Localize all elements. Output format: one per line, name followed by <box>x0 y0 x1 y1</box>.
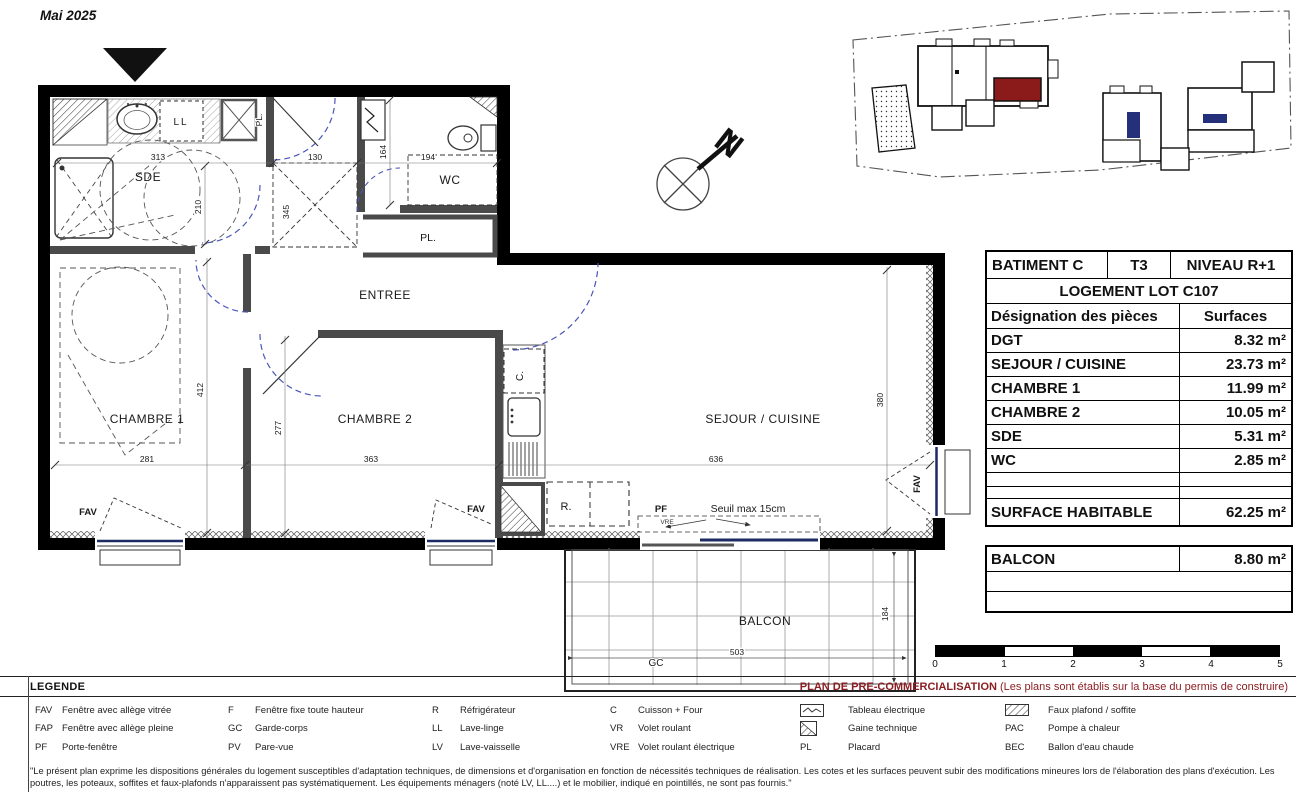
legend-left-rule <box>28 676 29 792</box>
total-value: 62.25 m² <box>1179 499 1291 525</box>
scale-tick: 4 <box>1208 659 1214 670</box>
legend-abbr: R <box>432 704 439 716</box>
r-label: R. <box>560 501 572 513</box>
balcony <box>565 548 915 691</box>
designation-header: Désignation des pièces <box>991 307 1158 325</box>
dim-balcon-width: 503 <box>729 647 745 657</box>
dim-balcon-depth: 184 <box>880 606 890 622</box>
room-name: CHAMBRE 1 <box>991 380 1081 397</box>
kitchen-fixtures <box>499 345 629 534</box>
legend-item <box>35 701 173 720</box>
fav-label-ch1: FAV <box>79 507 97 518</box>
table-row <box>987 352 1291 376</box>
legend-abbr: VR <box>610 723 624 735</box>
surfaces-header: Surfaces <box>1179 304 1291 328</box>
legend-item <box>228 720 364 739</box>
legend-abbr: GC <box>228 723 243 735</box>
legend-item <box>800 738 925 757</box>
scale-segments <box>935 645 1280 657</box>
legend-label: Garde-corps <box>255 723 308 735</box>
site-plan <box>853 11 1291 177</box>
batiment-cell: BATIMENT C <box>992 256 1084 274</box>
scale-bar <box>932 645 1283 671</box>
legend-abbr: LV <box>432 741 443 753</box>
toilet <box>448 126 478 150</box>
niveau-cell: NIVEAU R+1 <box>1170 252 1291 278</box>
chambre1-furniture <box>60 267 180 455</box>
legend-label: Lave-vaisselle <box>460 741 521 753</box>
legend-abbr: FAV <box>35 704 53 716</box>
gc-label: GC <box>648 658 664 669</box>
room-surface: 11.99 m² <box>1179 377 1291 400</box>
legend-item <box>228 701 364 720</box>
lot-row <box>987 278 1291 303</box>
legend-column-1 <box>35 701 173 757</box>
legend-label: Fenêtre avec allège pleine <box>62 723 174 735</box>
scale-tick: 5 <box>1277 659 1283 670</box>
legend-column-5 <box>800 701 925 757</box>
balcon-table <box>985 545 1293 613</box>
empty-row <box>987 591 1291 611</box>
dim-wc-h: 164 <box>378 144 388 160</box>
legend-abbr: LL <box>432 723 443 735</box>
legend-abbr: F <box>228 704 234 716</box>
legend-label: Ballon d'eau chaude <box>1048 741 1134 753</box>
legend-label: Gaine technique <box>848 723 918 735</box>
room-name: CHAMBRE 2 <box>991 404 1081 421</box>
dim-sejour-h: 380 <box>875 392 885 408</box>
pl-closet-label: PL. <box>420 232 436 244</box>
legend-item <box>35 738 173 757</box>
legend-label: Lave-linge <box>460 723 504 735</box>
door-pf-balcony <box>638 503 820 550</box>
electrical-panel <box>361 100 385 140</box>
site-highlighted-unit <box>994 78 1041 101</box>
room-label-sde: SDE <box>134 170 162 184</box>
legend-item <box>432 720 520 739</box>
legend-abbr: PF <box>35 741 48 753</box>
table-row <box>987 424 1291 448</box>
legend-column-3 <box>432 701 520 757</box>
legend-item <box>800 720 925 739</box>
north-label: N <box>707 120 751 166</box>
legend-label: Placard <box>848 741 881 753</box>
empty-row <box>987 486 1291 498</box>
legend-item <box>1005 720 1136 739</box>
apartment-plan <box>38 85 970 691</box>
scale-numbers <box>932 657 1283 671</box>
legend-item <box>610 738 735 757</box>
legend-column-2 <box>228 701 364 757</box>
refrigerator <box>547 482 629 526</box>
site-green-area <box>872 85 915 152</box>
table-row <box>987 400 1291 424</box>
legend-item <box>610 720 735 739</box>
empty-row <box>987 472 1291 486</box>
dishwasher <box>506 442 540 476</box>
room-label-entree: ENTREE <box>359 288 411 302</box>
gaine-technique-icon <box>800 721 848 736</box>
balcon-row <box>987 547 1291 571</box>
fav-label-ch2: FAV <box>467 504 485 515</box>
dim-sde-h: 210 <box>193 199 203 215</box>
room-surface: 10.05 m² <box>1179 401 1291 424</box>
date-label: Mai 2025 <box>40 8 97 23</box>
total-label: SURFACE HABITABLE <box>991 503 1153 521</box>
legend-label: Réfrigérateur <box>460 704 516 716</box>
dim-ch1-w: 281 <box>139 454 155 464</box>
legend-column-4 <box>610 701 735 757</box>
legend-item <box>35 720 173 739</box>
table-header-row <box>987 252 1291 278</box>
room-name: DGT <box>991 332 1023 349</box>
wall-insulation <box>50 265 933 538</box>
pf-label: PF <box>654 504 668 515</box>
dimension-ticks <box>51 96 934 537</box>
legend-abbr: FAP <box>35 723 53 735</box>
dim-ch1-h: 412 <box>195 382 205 398</box>
table-row <box>987 448 1291 472</box>
legend-column-6 <box>1005 701 1136 757</box>
pl-top-label: PL. <box>254 113 264 127</box>
scale-tick: 0 <box>932 659 938 670</box>
info-table <box>985 250 1293 527</box>
room-label-balcon: BALCON <box>738 614 792 628</box>
empty-row <box>987 571 1291 591</box>
type-cell: T3 <box>1107 252 1170 278</box>
dim-ch2-w: 363 <box>363 454 379 464</box>
dim-wc-w: 194 <box>420 152 436 162</box>
room-surface: 8.32 m² <box>1179 329 1291 352</box>
legend-label: Pompe à chaleur <box>1048 723 1120 735</box>
legend-abbr: C <box>610 704 617 716</box>
dim-sde-w: 313 <box>150 152 166 162</box>
banner-title: PLAN DE PRE-COMMERCIALISATION <box>799 680 997 693</box>
banner-subtitle: (Les plans sont établis sur la base du permis de construire) <box>1000 680 1288 693</box>
dim-sejour-w: 636 <box>708 454 724 464</box>
legend-abbr: PAC <box>1005 723 1024 735</box>
dim-ch2-h: 277 <box>273 420 283 436</box>
legend-item <box>1005 701 1136 720</box>
tableau-electrique-icon <box>800 704 848 717</box>
site-building-c <box>918 39 1058 130</box>
c-label: C. <box>515 371 526 381</box>
legend-header-bar <box>0 676 1296 697</box>
legend-item <box>432 701 520 720</box>
lot-cell: LOGEMENT LOT C107 <box>1059 282 1219 300</box>
room-surface: 2.85 m² <box>1179 449 1291 472</box>
legend-abbr: PV <box>228 741 241 753</box>
fav-label-sejour: FAV <box>912 475 923 493</box>
room-label-chambre1: CHAMBRE 1 <box>109 412 185 426</box>
legend-abbr: VRE <box>610 741 630 753</box>
scale-tick: 3 <box>1139 659 1145 670</box>
room-label-sejour: SEJOUR / CUISINE <box>705 412 821 426</box>
balcon-label: BALCON <box>991 550 1056 568</box>
window-fav-sejour-right <box>886 445 970 518</box>
legend-label: Cuisson + Four <box>638 704 703 716</box>
room-name: WC <box>991 452 1016 469</box>
north-compass <box>657 121 750 210</box>
room-label-chambre2: CHAMBRE 2 <box>337 412 413 426</box>
legend-label: Fenêtre avec allège vitrée <box>62 704 172 716</box>
legend-label: Fenêtre fixe toute hauteur <box>255 704 364 716</box>
table-row <box>987 328 1291 352</box>
legend-abbr: BEC <box>1005 741 1025 753</box>
legend-item <box>432 738 520 757</box>
legend-label: Pare-vue <box>255 741 294 753</box>
plan-type-banner <box>800 681 1288 693</box>
room-name: SDE <box>991 428 1022 445</box>
legend-abbr: PL <box>800 741 812 753</box>
entrance-marker <box>103 48 167 82</box>
vre-label: VRE <box>660 519 674 526</box>
faux-plafond-icon <box>1005 704 1048 716</box>
dim-dgt-h: 345 <box>281 204 291 220</box>
room-surface: 23.73 m² <box>1179 353 1291 376</box>
legend-label: Faux plafond / soffite <box>1048 704 1137 716</box>
dim-dgt-w: 130 <box>307 152 323 162</box>
wc-fixtures <box>408 125 497 205</box>
legend-label: Volet roulant <box>638 723 691 735</box>
window-fav-chambre2 <box>425 500 497 565</box>
legend-item <box>800 701 925 720</box>
legend-label: Porte-fenêtre <box>62 741 118 753</box>
room-label-wc: WC <box>439 173 461 187</box>
dimension-lines <box>55 100 930 536</box>
legend-label: Volet roulant électrique <box>638 741 735 753</box>
legend-title: LEGENDE <box>30 680 86 693</box>
gaine-technique-wc <box>470 97 497 117</box>
disclaimer-text: "Le présent plan exprime les dispositions générales du logement susceptibles d'adaptation techniques, de dimensions et d'organisation en fonction de nécessités techniques de réalisation. Les cotes et les surfaces peuvent subir des modifications mineures lors de l'élaboration des plans d'exécution. Les poutres, les poteaux, soffites et faux-plafonds n'apparaissent pas systématiquement. Les équipements ménagers (noté LV, LL....) et le mobilier, indiqué en pointillés, ne sont pas fournis." <box>30 766 1275 788</box>
total-row <box>987 498 1291 525</box>
columns-header-row <box>987 303 1291 328</box>
room-name: SEJOUR / CUISINE <box>991 356 1127 373</box>
legend-item <box>1005 738 1136 757</box>
balcon-value: 8.80 m² <box>1179 547 1291 571</box>
ll-label: LL <box>173 117 189 128</box>
table-row <box>987 376 1291 400</box>
legend-label: Tableau électrique <box>848 704 926 716</box>
legend-item <box>610 701 735 720</box>
legend-item <box>228 738 364 757</box>
room-surface: 5.31 m² <box>1179 425 1291 448</box>
seuil-label: Seuil max 15cm <box>710 503 786 515</box>
site-building-other <box>1103 62 1274 170</box>
scale-tick: 1 <box>1001 659 1007 670</box>
scale-tick: 2 <box>1070 659 1076 670</box>
